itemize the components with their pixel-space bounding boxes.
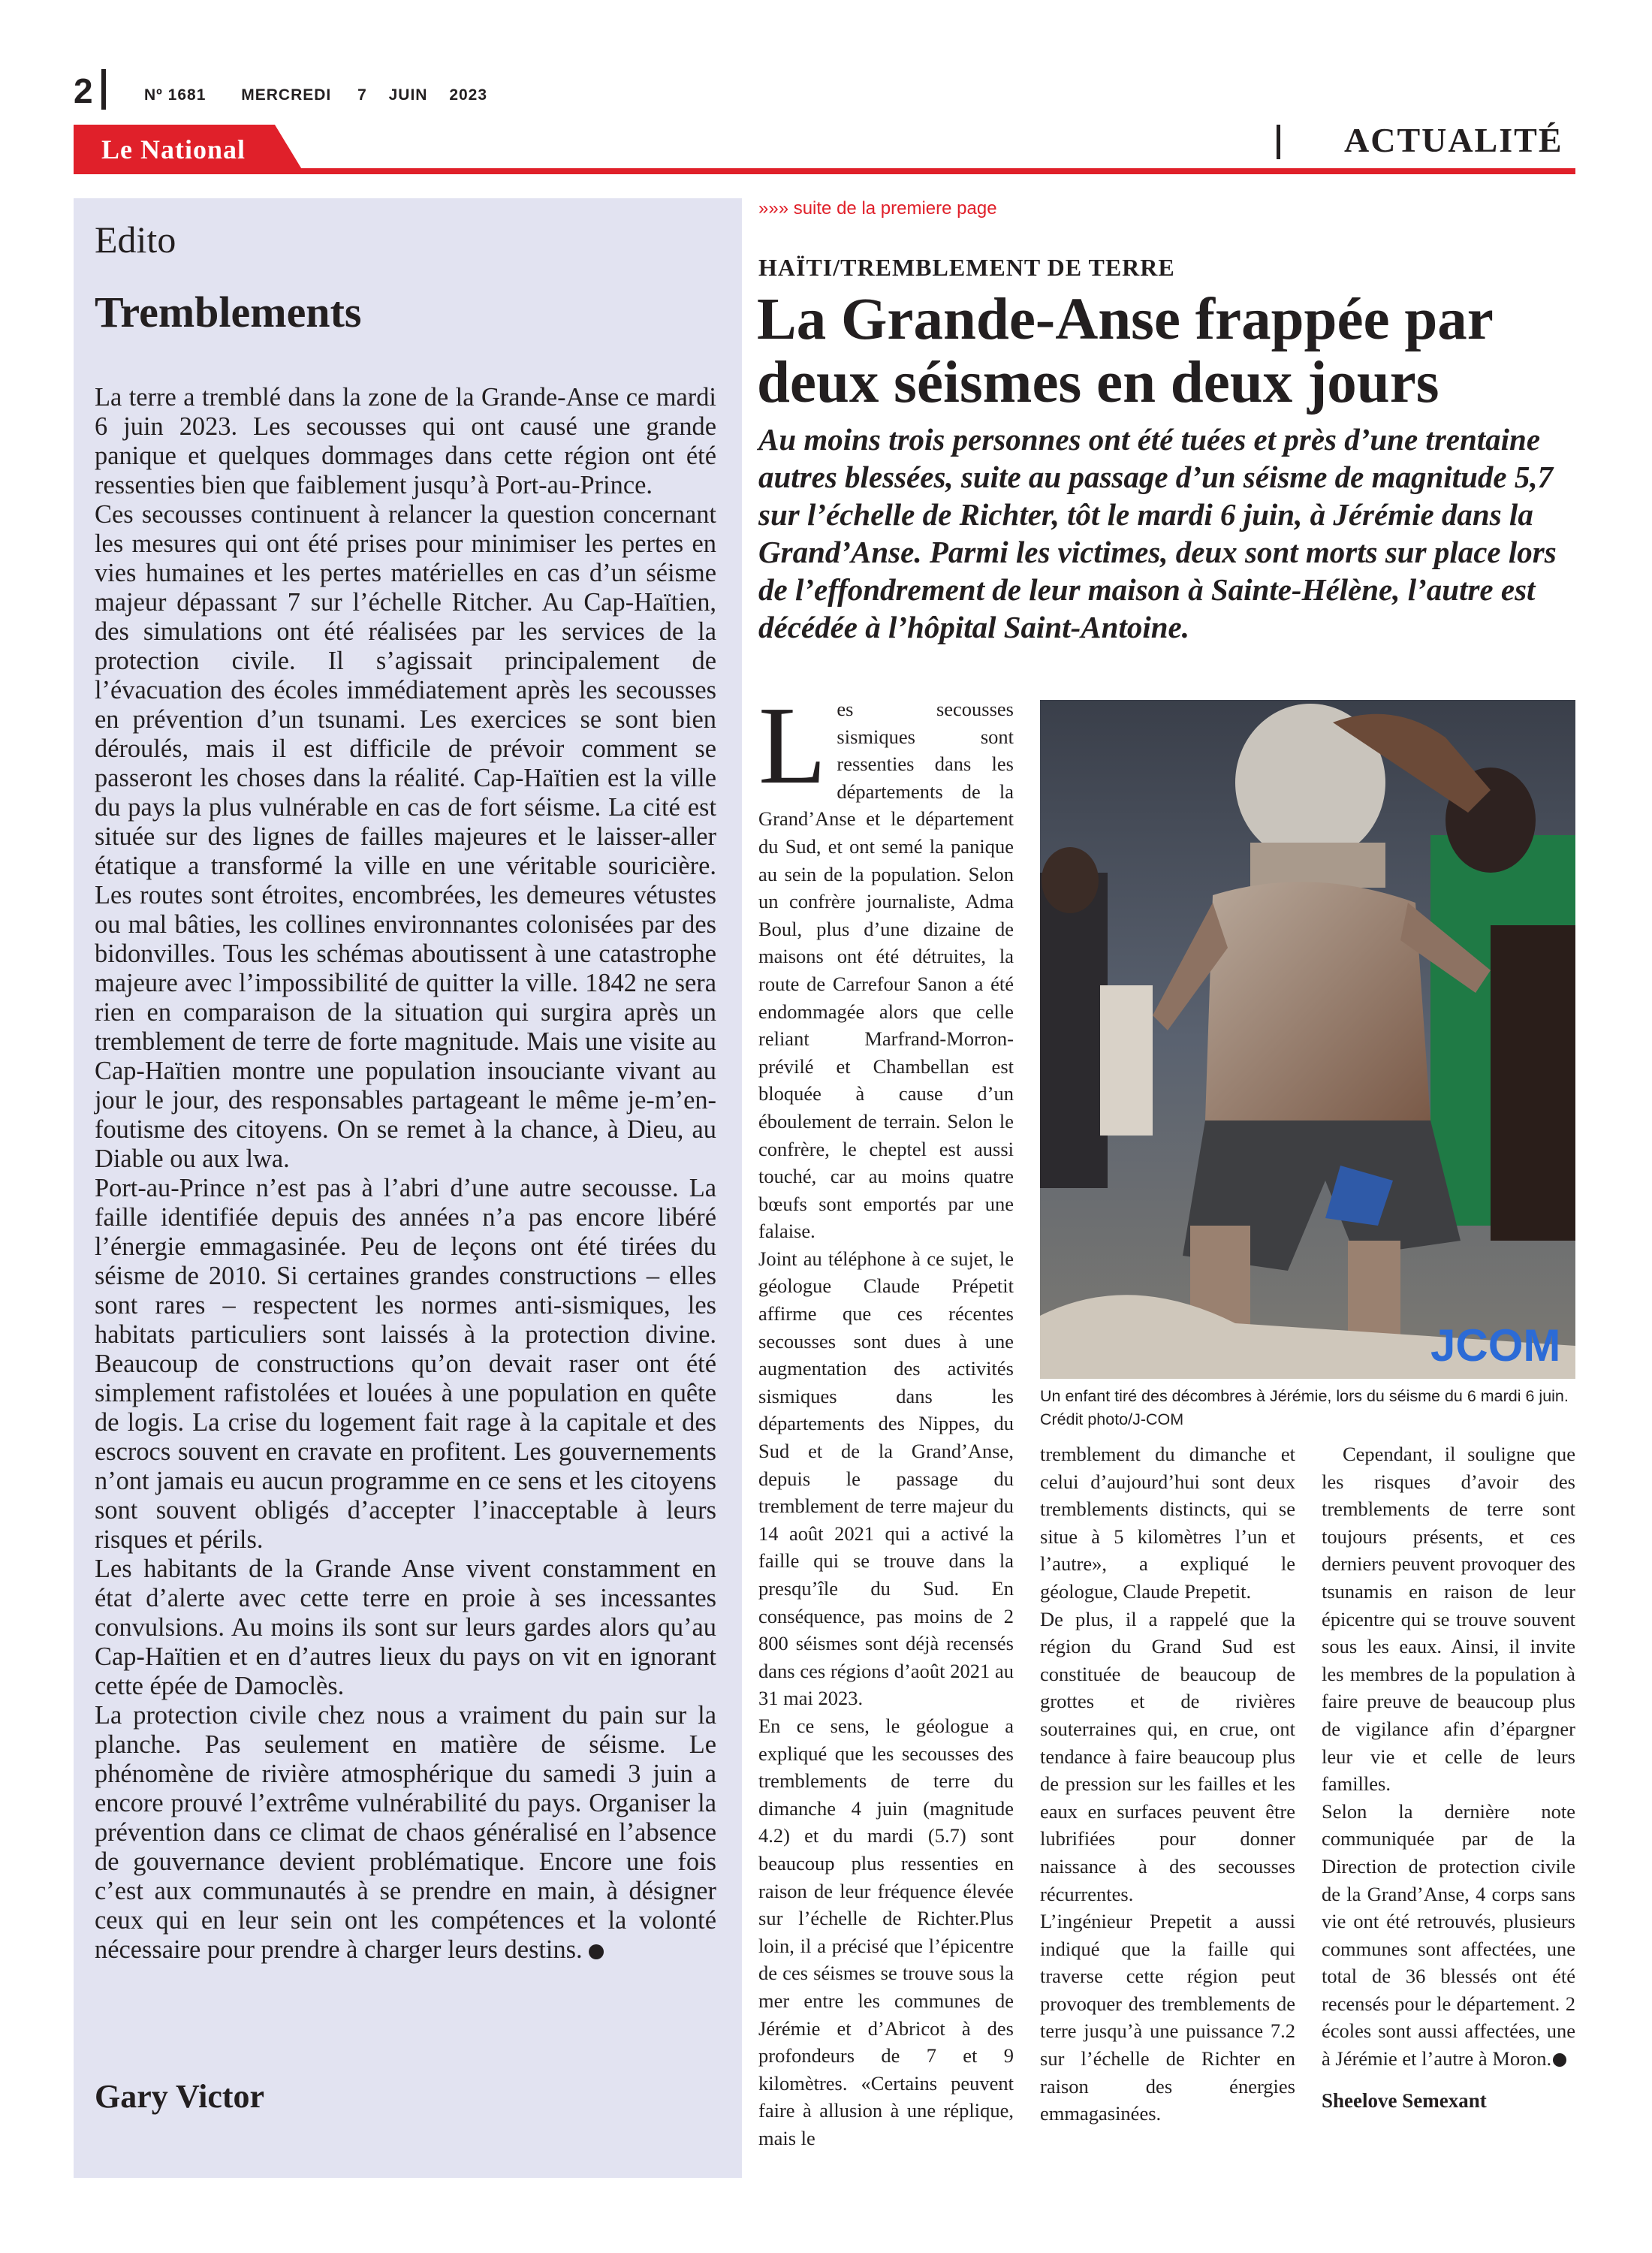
edito-kicker: Edito [95,219,176,261]
page-number-divider [101,69,106,110]
rubric-divider [1277,125,1280,159]
header-rule [74,168,1575,174]
article-paragraph: En ce sens, le géologue a expliqué que les secousses des tremblements de terre du dimanche 4 juin (magnitude 4.2) et du mardi (5.7) sont beaucoup plus ressenties en raison de leur fréquence élevée sur l’échelle de Richter.Plus loin, il a précisé que l’épicentre de ces séismes se trouve sous la mer entre les communes de Jérémie et d’Abricot à des profondeurs de 7 et 9 kilomètres. «Certains peuvent faire à allusion à une réplique, mais le [758,1714,1014,2149]
article-paragraph: L’ingénieur Prepetit a aussi indiqué que la faille qui traverse cette région peut provoquer des tremblements de terre jusqu’à une puissance 7.2 sur l’échelle de Richter en raison des énergies emmagasinées. [1040,1910,1295,2125]
article-column-2 [1040,1440,1295,2128]
drop-cap: L [758,684,827,807]
article-paragraph-text: es secousses sismiques sont ressenties dans les départements de la Grand’Anse et le département du Sud, et ont semé la panique au sein de la population. Selon un confrère journaliste, Adma Boul, plus d’une dizaine de maisons ont été détruites, la route de Carrefour Sanon a été endommagée alors que celle reliant Marfrand-Morron- prévilé et Chambellan est bloquée à cause d’un éboulement de terrain. Selon le confrère, le cheptel est aussi touché, car au moins quatre bœufs sont emportés par une falaise. [758,698,1014,1243]
edito-paragraph: La terre a tremblé dans la zone de la Grande-Anse ce mardi 6 juin 2023. Les secousses qui ont causé une grande panique et quelques dommages dans cette région ont été ressenties bien que faiblement jusqu’à Port-au-Prince. [95,383,716,499]
article-paragraph: Cependant, il souligne que les risques d’avoir des tremblements de terre sont toujours présents, et ces derniers peuvent provoquer des tsunamis en raison de leur épicentre qui se trouve souvent sous les eaux. Ainsi, il invite les membres de la population à faire preuve de beaucoup plus de vigilance afin d’épargner leur vie et celle de leurs familles. [1322,1443,1575,1796]
issue-year: 2023 [449,86,488,104]
article-photo [1040,700,1575,1379]
edito-author: Gary Victor [95,2078,265,2115]
issue-day: 7 [357,86,367,104]
edito-paragraph: Les habitants de la Grande Anse vivent constamment en état d’alerte avec cette terre en proie à ses incessantes convulsions. Au moins ils sont sur leurs gardes alors qu’au Cap-Haïtien et en d’autres lieux du pays on vit en ignorant cette épée de Damoclès. [95,1555,716,1700]
edito-paragraph-text: La protection civile chez nous a vraiment du pain sur la planche. Pas seulement en matière de séisme. Le phénomène de rivière atmosphérique du samedi 3 juin a encore prouvé l’extrême vulnérabilité du pays. Organiser la prévention dans ce climat de chaos généralisé en l’absence de gouvernance devient problématique. Encore une fois c’est aux communautés à se prendre en main, à désigner ceux qui en leur sein ont les compétences et la volonté nécessaire pour prendre à charger leurs destins. [95,1701,716,1964]
photo-credit: Crédit photo/J-COM [1040,1410,1184,1428]
edito-paragraph: Ces secousses continuent à relancer la question concernant les mesures qui ont été prises pour minimiser les pertes en vies humaines et les pertes matérielles en cas d’un séisme majeur dépassant 7 sur l’échelle Ritcher. Au Cap-Haïtien, des simulations ont été réalisées par les services de la protection civile. Il s’agissait principalement de l’évacuation des écoles immédiatement après les secousses en prévention d’un tsunami. Les exercices se sont bien déroulés, mais il est difficile de prévoir comment se passeront les choses dans la réalité. Cap-Haïtien est la ville du pays la plus vulnérable en cas de fort séisme. La cité est située sur des lignes de failles majeures et le laisser-aller étatique a transformé la ville en une véritable souricière. Les routes sont étroites, encombrées, les demeures vétustes ou mal bâties, les collines environnantes colonisées par des bidonvilles. Tous les schémas aboutissent à une catastrophe majeure avec l’impossibilité de quitter la ville. 1842 ne sera rien en comparaison de la situation qui surgira après un tremblement de terre de forte magnitude. Mais une visite au Cap-Haïtien montre une population insouciante vivant au jour le jour, des responsables partageant le même je-m’en-foutisme des citoyens. On se remet à la chance, à Dieu, au Diable ou aux lwa. [95,500,716,1173]
article-headline: La Grande-Anse frappée par deux séismes en deux jours [757,287,1493,415]
page-number: 2 [74,71,93,110]
photo-illustration [1040,700,1575,1379]
article-column-3 [1322,1440,1575,2113]
issue-month: JUIN [388,86,428,104]
continued-note: »»» suite de la premiere page [758,198,997,219]
end-mark-icon [589,1944,604,1959]
section-rubric: ACTUALITÉ [1344,121,1563,159]
photo-watermark: JCOM [1430,1320,1561,1371]
brand-name: Le National [101,134,246,164]
article-chapo: Au moins trois personnes ont été tuées et près d’une trentaine autres blessées, suite au passage d’un séisme de magnitude 5,7 sur l’échelle de Richter, tôt le mardi 6 juin, à Jérémie dans la Grand’Anse. Parmi les victimes, deux sont morts sur place lors de l’effondrement de leur maison à Sainte-Hélène, l’autre est décédée à l’hôpital Saint-Antoine. [758,422,1557,644]
edito-paragraph: Port-au-Prince n’est pas à l’abri d’une autre secousse. La faille identifiée depuis des années n’a pas encore libéré l’énergie emmagasinée. Peu de leçons ont été tirées du séisme de 2010. Si certaines grandes constructions – elles sont rares – respectent les normes anti-sismiques, les habitats particuliers sont laissés à la protection divine. Beaucoup de constructions qu’on devait raser ont été simplement rafistolées et louées à une population en quête de logis. La crise du logement fait rage à la capitale et des escrocs souvent en cravate en profitent. Les gouvernements n’ont jamais eu aucun programme en ce sens et les citoyens sont souvent obligés d’accepter l’inacceptable à leurs risques et périls. [95,1174,716,1554]
article-kicker: HAÏTI/TREMBLEMENT DE TERRE [758,254,1175,281]
edito-title: Tremblements [95,288,362,336]
issue-weekday: MERCREDI [241,86,332,104]
article-paragraph: De plus, il a rappelé que la région du Grand Sud est constituée de beaucoup de grottes et de rivières souterraines qui, en crue, ont tendance à faire beaucoup plus de pression sur les failles et les eaux en surfaces peuvent être lubrifiées pour donner naissance à des secousses récurrentes. [1040,1607,1295,1905]
article-paragraph-text: Selon la dernière note communiquée par de la Direction de protection civile de la Grand’Anse, 4 corps sans vie ont été retrouvés, plusieurs communes sont affectées, une total de 36 blessés ont été recensés pour le département. 2 écoles sont aussi affectées, une à Jérémie et l’autre à Moron. [1322,1799,1575,2071]
edito-body [95,383,716,1965]
edito-paragraph-last [95,1701,716,1965]
article-paragraph [758,684,1014,1245]
article-column-1 [758,684,1014,2152]
photo-caption [1040,1385,1581,1431]
article-byline: Sheelove Semexant [1322,2089,1487,2112]
end-mark-icon [1553,2053,1566,2067]
issue-number: Nº 1681 [144,86,206,104]
article-paragraph: tremblement du dimanche et celui d’aujourd’hui sont deux tremblements distincts, qui se situe à 5 kilomètres l’un et l’autre», a expliqué le géologue, Claude Prepetit. [1040,1443,1295,1603]
issue-line [144,86,517,104]
article-paragraph-last [1322,1798,1575,2073]
article-paragraph: Joint au téléphone à ce sujet, le géologue Claude Prépetit affirme que ces récentes secousses sont dues à une augmentation des activités sismiques dans les départements des Nippes, du Sud et de la Grand’Anse, depuis le passage du tremblement de terre majeur du 14 août 2021 qui a activé la faille qui se trouve dans la presqu’île du Sud. En conséquence, pas moins de 2 800 séismes sont déjà recensés dans ces régions d’août 2021 au 31 mai 2023. [758,1247,1014,1710]
photo-caption-line: Un enfant tiré des décombres à Jérémie, lors du séisme du 6 mardi 6 juin. [1040,1387,1569,1405]
